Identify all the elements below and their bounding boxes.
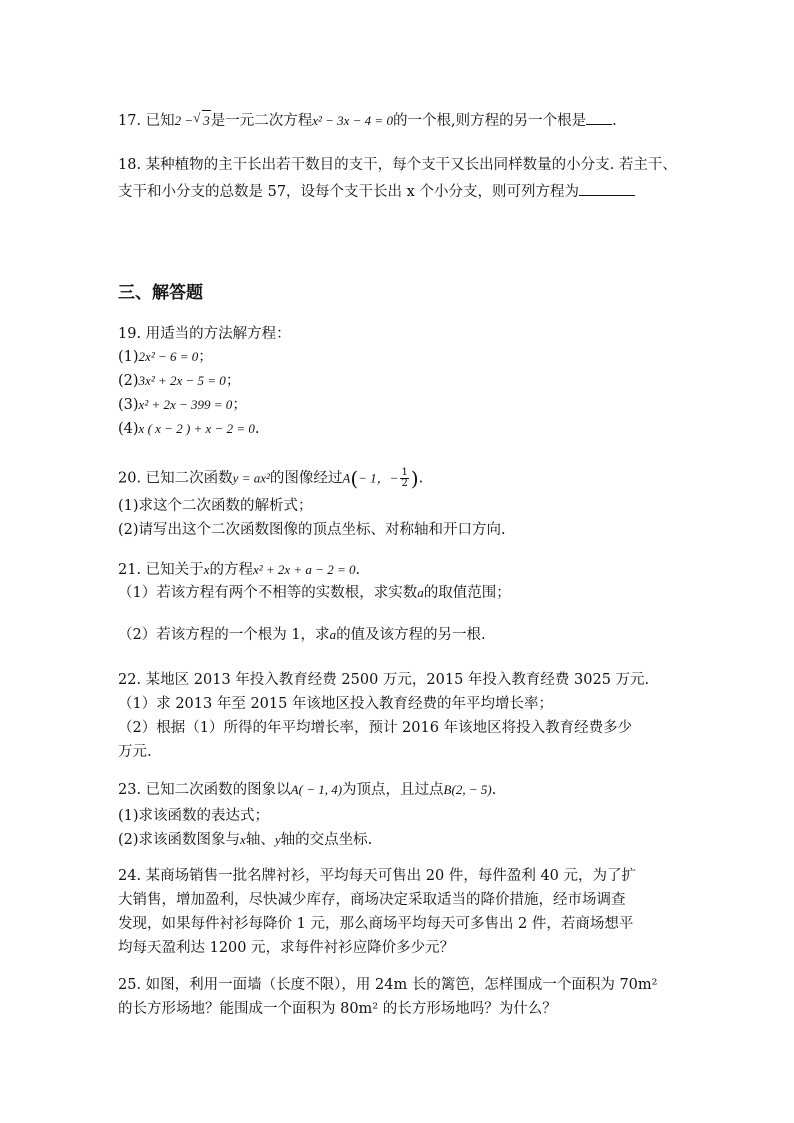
q23-p2-end: 轴的交点坐标. <box>280 832 373 848</box>
q21-end: . <box>355 562 361 578</box>
question-22-line-3: （2）根据（1）所得的年平均增长率，预计 2016 年该地区将投入教育经费多少 <box>118 720 633 736</box>
item-end: ； <box>232 397 247 413</box>
q21-mid: 的方程 <box>209 562 253 578</box>
question-24-line-3: 发现，如果每件衬衫每降价 1 元，那么商场平均每天可多售出 2 件，若商场想平 <box>118 916 634 932</box>
radical-icon: √ <box>193 110 201 125</box>
q17-root <box>174 110 211 128</box>
q23-p2-mid: 轴、 <box>245 832 275 848</box>
left-paren-icon: ( <box>350 466 359 491</box>
q21-p2-end: 的值及该方程的另一根. <box>336 627 486 643</box>
item-end: . <box>254 421 260 437</box>
q23-part-1: (1)求该函数的表达式； <box>118 808 270 824</box>
q19-item <box>118 371 240 391</box>
question-18-line-1: 18. 某种植物的主干长出若干数目的支干，每个支干又长出同样数量的小分支. 若主干、 <box>118 157 677 173</box>
q20-mid: 的图像经过 <box>269 470 343 487</box>
answer-blank[interactable] <box>586 110 612 125</box>
question-21 <box>118 560 360 580</box>
q23-end: . <box>491 782 497 798</box>
q20-part-1: (1)求这个二次函数的解析式； <box>118 498 313 514</box>
q19-item <box>118 419 259 439</box>
item-end: ； <box>225 373 241 389</box>
q23-part-2 <box>118 830 372 850</box>
question-23 <box>118 780 496 800</box>
fraction <box>400 468 408 489</box>
q21-part-2 <box>118 625 486 645</box>
q17-prefix: 17. 已知 <box>118 113 175 129</box>
question-22-line-2: （1）求 2013 年至 2015 年该地区投入教育经费的年平均增长率； <box>118 696 553 712</box>
question-25-line-2: 的长方形场地？能围成一个面积为 80m² 的长方形场地吗？为什么？ <box>118 1001 557 1017</box>
question-17 <box>118 110 617 131</box>
q23-p2-text: (2)求该函数图象与 <box>118 832 241 848</box>
q20-end: . <box>418 470 424 487</box>
q21-part-1 <box>118 583 511 603</box>
q21-equation: x² + 2x + a − 2 = 0 <box>252 562 356 577</box>
right-paren-icon: ) <box>410 466 419 491</box>
q20-point-coords: − 1，− <box>358 470 399 486</box>
item-end: ； <box>198 349 213 365</box>
item-num: (1) <box>118 349 139 365</box>
q17-mid: 是一元二次方程 <box>210 113 313 129</box>
q17-end: . <box>612 113 617 129</box>
q17-suffix: 的一个根,则方程的另一个根是 <box>392 113 587 129</box>
item-num: (3) <box>118 397 139 413</box>
item-equation: 3x² + 2x − 5 = 0 <box>138 373 226 388</box>
q21-p1-text: （1）若该方程有两个不相等的实数根，求实数 <box>118 585 418 601</box>
question-18-line-2 <box>118 181 635 202</box>
q17-root-a: 2 − <box>174 113 194 128</box>
question-25-line-1: 25. 如图，利用一面墙（长度不限），用 24m 长的篱笆，怎样围成一个面积为 70m² <box>118 977 658 993</box>
q23-p2-x: x <box>240 832 246 847</box>
fraction-numerator: 1 <box>401 467 408 478</box>
question-19-title: 19. 用适当的方法解方程： <box>118 326 291 342</box>
q21-prefix: 21. 已知关于 <box>118 562 204 578</box>
q17-root-b: 3 <box>202 110 211 131</box>
q21-var: x <box>203 562 210 577</box>
q20-function: y = ax² <box>232 470 270 486</box>
question-24-line-2: 大销售，增加盈利，尽快减少库存，商场决定采取适当的降价措施，经市场调查 <box>118 892 626 908</box>
question-22-line-1: 22. 某地区 2013 年投入教育经费 2500 万元，2015 年投入教育经费 3025 万元. <box>118 672 650 688</box>
q21-p2-var: a <box>329 627 337 642</box>
q20-point-name: A <box>342 470 351 486</box>
q18-line2-text: 支干和小分支的总数是 57，设每个支干长出 x 个小分支，则可列方程为 <box>118 184 579 200</box>
q20-part-2: (2)请写出这个二次函数图像的顶点坐标、对称轴和开口方向. <box>118 522 506 538</box>
answer-blank[interactable] <box>579 181 635 196</box>
q20-prefix: 20. 已知二次函数 <box>118 470 233 487</box>
item-equation: x² + 2x − 399 = 0 <box>138 397 233 412</box>
q23-p2-y: y <box>274 832 281 847</box>
q21-p1-var: a <box>417 585 424 600</box>
sqrt-symbol <box>193 110 211 131</box>
section-title: 三、解答题 <box>118 283 203 303</box>
item-equation: x ( x − 2 ) + x − 2 = 0 <box>138 421 255 436</box>
q23-point-a: A( − 1, 4) <box>290 782 343 797</box>
q23-point-b: B(2, − 5) <box>443 782 492 797</box>
item-equation: 2x² − 6 = 0 <box>138 349 199 364</box>
q23-mid: 为顶点，且过点 <box>342 782 444 798</box>
q21-p1-end: 的取值范围； <box>423 585 511 601</box>
question-24-line-4: 均每天盈利达 1200 元，求每件衬衫应降价多少元？ <box>118 940 455 956</box>
q23-prefix: 23. 已知二次函数的图象以 <box>118 782 291 798</box>
q21-p2-text: （2）若该方程的一个根为 1，求 <box>118 627 330 643</box>
question-20 <box>118 468 423 489</box>
question-24-line-1: 24. 某商场销售一批名牌衬衫，平均每天可售出 20 件，每件盈利 40 元，为了扩 <box>118 868 637 884</box>
q17-equation: x² − 3x − 4 = 0 <box>312 113 393 128</box>
item-num: (2) <box>118 373 139 389</box>
q19-item <box>118 395 247 415</box>
q19-item <box>118 347 213 367</box>
item-num: (4) <box>118 421 139 437</box>
question-22-line-4: 万元. <box>118 744 152 760</box>
fraction-denominator: 2 <box>401 478 408 489</box>
